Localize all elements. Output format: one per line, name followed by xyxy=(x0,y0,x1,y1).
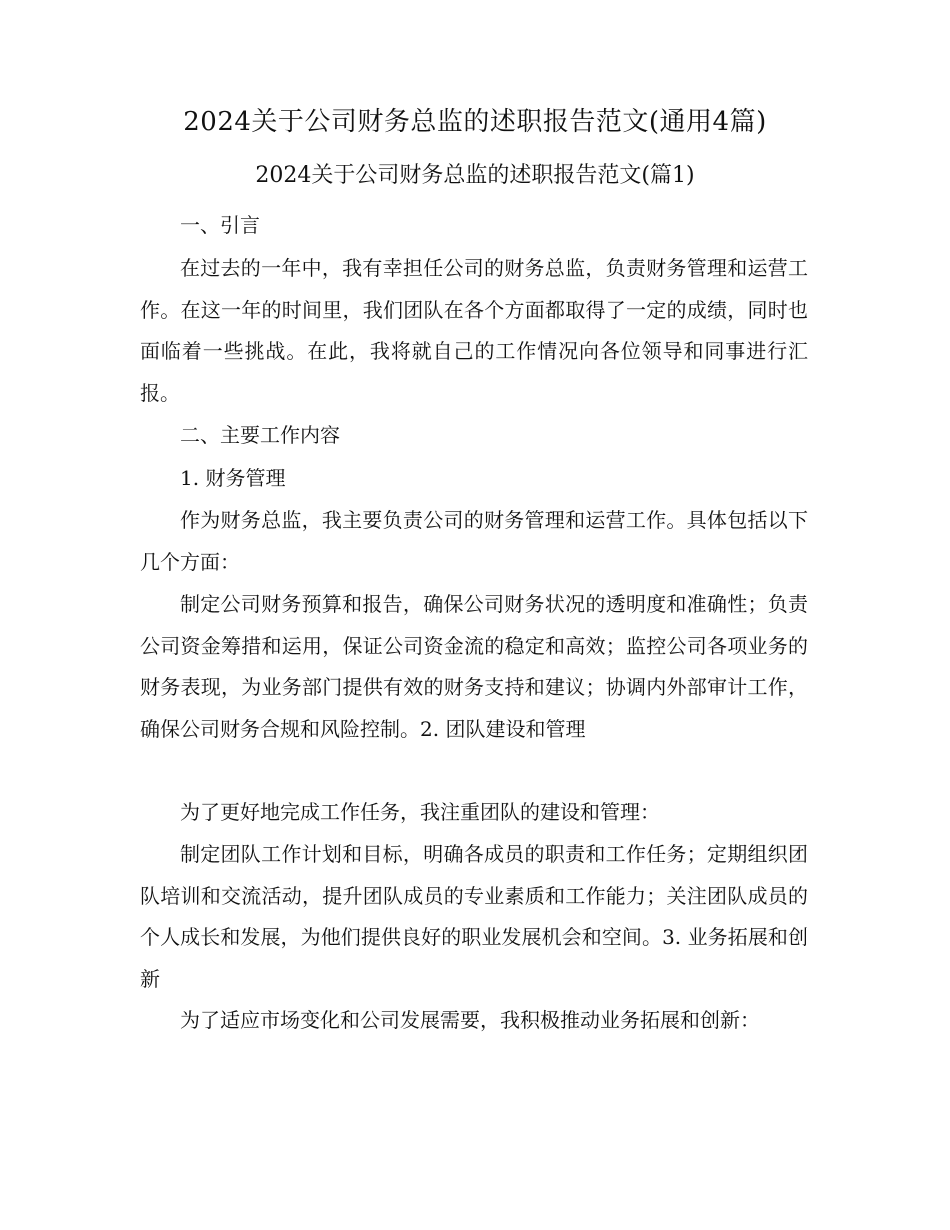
paragraph-business-intro: 为了适应市场变化和公司发展需要，我积极推动业务拓展和创新： xyxy=(180,1008,760,1032)
paragraph-finance-heading: 1. 财务管理 xyxy=(180,466,286,490)
paragraph-introduction: 在过去的一年中，我有幸担任公司的财务总监，负责财务管理和运营工作。在这一年的时间里，我们团队在各个方面都取得了一定的成绩，同时也面临着一些挑战。在此，我将就自己的工作情况向各位领导和同事进行汇报。 xyxy=(140,256,808,405)
section-title: 2024关于公司财务总监的述职报告范文(篇1) xyxy=(255,163,695,188)
document-title: 2024关于公司财务总监的述职报告范文(通用4篇) xyxy=(183,107,767,137)
paragraph-finance-details: 制定公司财务预算和报告，确保公司财务状况的透明度和准确性；负责公司资金筹措和运用，保证公司资金流的稳定和高效；监控公司各项业务的财务表现，为业务部门提供有效的财务支持和建议；协调内外部审计工作，确保公司财务合规和风险控制。2. 团队建设和管理 xyxy=(140,592,808,741)
paragraph-introduction-heading: 一、引言 xyxy=(180,213,260,237)
paragraph-main-work-heading: 二、主要工作内容 xyxy=(180,423,340,447)
paragraph-team-intro: 为了更好地完成工作任务，我注重团队的建设和管理： xyxy=(180,800,660,824)
paragraph-team-details: 制定团队工作计划和目标，明确各成员的职责和工作任务；定期组织团队培训和交流活动，提升团队成员的专业素质和工作能力；关注团队成员的个人成长和发展，为他们提供良好的职业发展机会和空间。3. 业务拓展和创新 xyxy=(140,842,808,991)
paragraph-finance-intro: 作为财务总监，我主要负责公司的财务管理和运营工作。具体包括以下几个方面： xyxy=(140,508,808,574)
